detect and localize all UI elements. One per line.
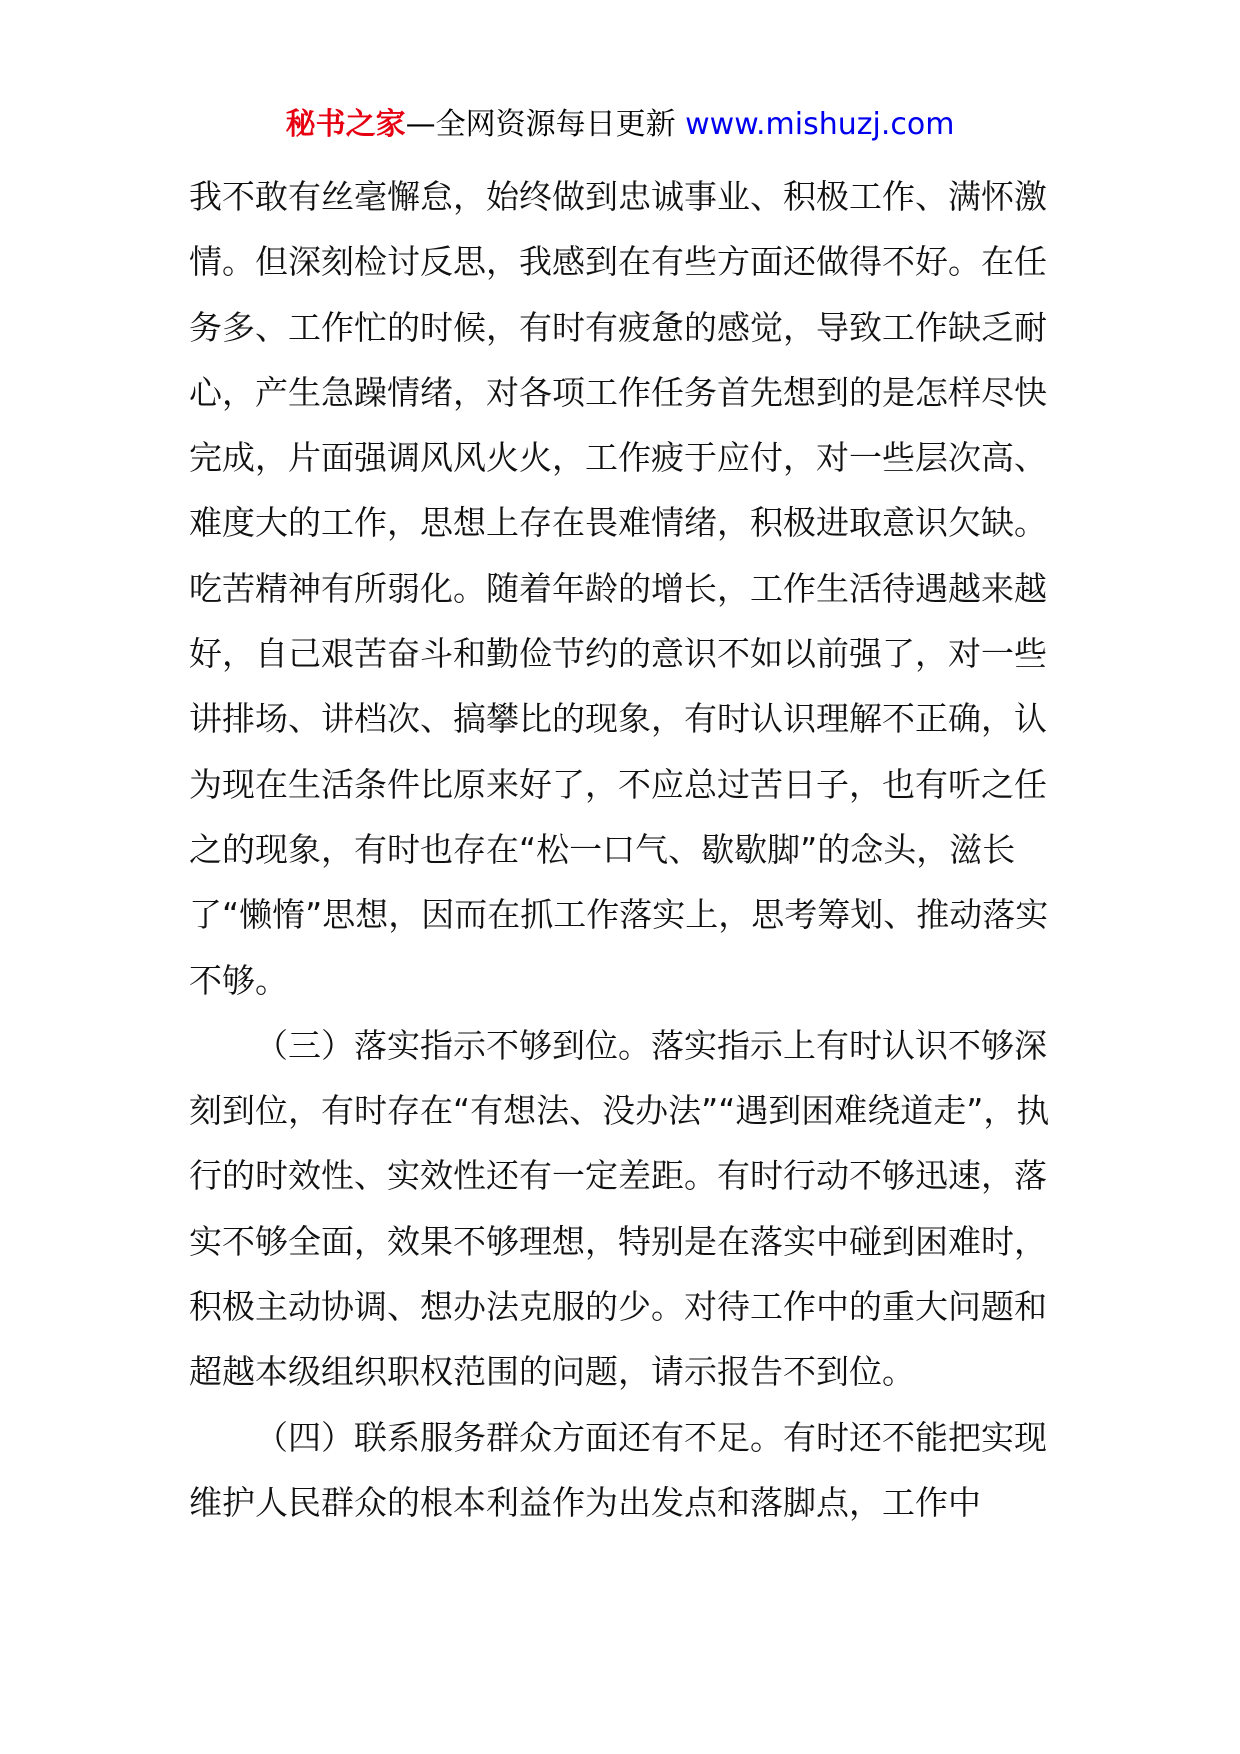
website-link[interactable]: www.mishuzj.com	[685, 107, 955, 142]
paragraph-section-3: （三）落实指示不够到位。落实指示上有时认识不够深刻到位，有时存在“有想法、没办法”“遇到困难绕道走”，执行的时效性、实效性还有一定差距。有时行动不够迅速，落实不够全面，效果不够理想，特别是在落实中碰到困难时，积极主动协调、想办法克服的少。对待工作中的重大问题和超越本级组织职权范围的问题，请示报告不到位。	[189, 1025, 1050, 1392]
header-slogan: —全网资源每日更新	[405, 107, 686, 142]
page-header	[0, 100, 1240, 150]
paragraph-section-4: （四）联系服务群众方面还有不足。有时还不能把实现维护人民群众的根本利益作为出发点和落脚点，工作中	[189, 1417, 1047, 1522]
brand-name: 秘书之家	[285, 107, 406, 142]
paragraph-continuation: 我不敢有丝毫懈怠，始终做到忠诚事业、积极工作、满怀激情。但深刻检讨反思，我感到在有些方面还做得不好。在任务多、工作忙的时候，有时有疲惫的感觉，导致工作缺乏耐心，产生急躁情绪，对各项工作任务首先想到的是怎样尽快完成，片面强调风风火火，工作疲于应付，对一些层次高、难度大的工作，思想上存在畏难情绪，积极进取意识欠缺。吃苦精神有所弱化。随着年龄的增长，工作生活待遇越来越好，自己艰苦奋斗和勤俭节约的意识不如以前强了，对一些讲排场、讲档次、搞攀比的现象，有时认识理解不正确，认为现在生活条件比原来好了，不应总过苦日子，也有听之任之的现象，有时也存在“松一口气、歇歇脚”的念头，滋长了“懒惰”思想，因而在抓工作落实上，思考筹划、推动落实不够。	[189, 177, 1049, 1000]
document-body	[189, 164, 1059, 1535]
